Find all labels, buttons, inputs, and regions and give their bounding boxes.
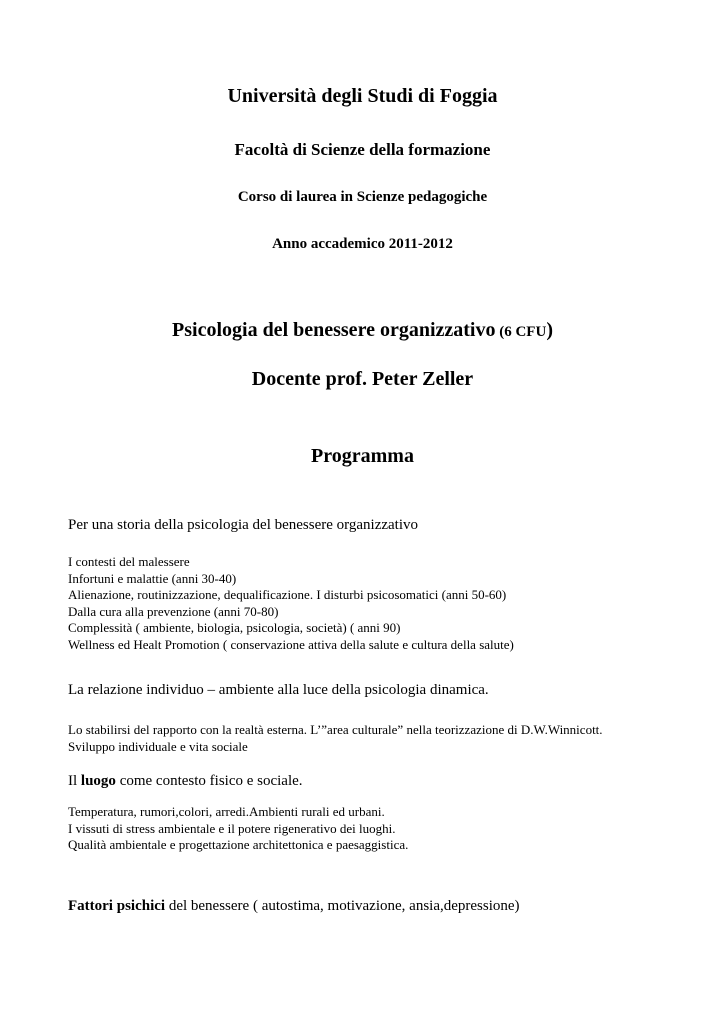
- stabilirsi-paragraph: Lo stabilirsi del rapporto con la realtà esterna. L’”area culturale” nella teorizzazione di D.W.Winnicott.: [68, 722, 603, 737]
- ambiente-block: [68, 804, 657, 854]
- degree-course-line: Corso di laurea in Scienze pedagogiche: [237, 189, 488, 205]
- lecturer-line: Docente prof. Peter Zeller: [251, 368, 474, 390]
- ambiente-line: Temperatura, rumori,colori, arredi.Ambienti rurali ed urbani.: [68, 804, 385, 819]
- section-heading-fattori: [68, 897, 657, 916]
- section-heading-luogo: [68, 772, 657, 791]
- course-title: [68, 319, 657, 342]
- cfu-label: (6 CFU: [495, 324, 547, 340]
- contesti-line: Complessità ( ambiente, biologia, psicologia, società) ( anni 90): [68, 620, 401, 635]
- stabilirsi-line2: Sviluppo individuale e vita sociale: [68, 738, 248, 754]
- fattori-post: del benessere ( autostima, motivazione, ansia,depressione): [165, 897, 520, 914]
- luogo-bold: luogo: [80, 773, 116, 789]
- luogo-pre: Il: [68, 773, 81, 789]
- cfu-close-paren: ): [546, 319, 553, 341]
- luogo-post: come contesto fisico e sociale.: [115, 773, 303, 789]
- section-heading-storia: Per una storia della psicologia del benessere organizzativo: [68, 517, 419, 533]
- fattori-bold: Fattori psichici: [68, 897, 166, 914]
- contesti-line: Wellness ed Healt Promotion ( conservazione attiva della salute e cultura della salute): [68, 636, 514, 652]
- ambiente-line: Qualità ambientale e progettazione architettonica e paesaggistica.: [68, 837, 409, 852]
- contesti-line: Dalla cura alla prevenzione (anni 70-80): [68, 603, 279, 619]
- contesti-line: I contesti del malessere: [68, 554, 190, 569]
- stabilirsi-block: [68, 722, 657, 755]
- academic-year-line: Anno accademico 2011-2012: [272, 236, 453, 252]
- university-title: Università degli Studi di Foggia: [227, 85, 498, 107]
- contesti-block: [68, 554, 657, 653]
- section-heading-relazione: La relazione individuo – ambiente alla luce della psicologia dinamica.: [68, 682, 489, 698]
- ambiente-line: I vissuti di stress ambientale e il potere rigenerativo dei luoghi.: [68, 820, 396, 836]
- programma-heading: Programma: [311, 445, 414, 467]
- faculty-subtitle: Facoltà di Scienze della formazione: [234, 140, 491, 159]
- contesti-line: Infortuni e malattie (anni 30-40): [68, 570, 237, 586]
- course-title-text: Psicologia del benessere organizzativo: [172, 319, 496, 341]
- contesti-line: Alienazione, routinizzazione, dequalificazione. I disturbi psicosomatici (anni 50-60): [68, 587, 507, 602]
